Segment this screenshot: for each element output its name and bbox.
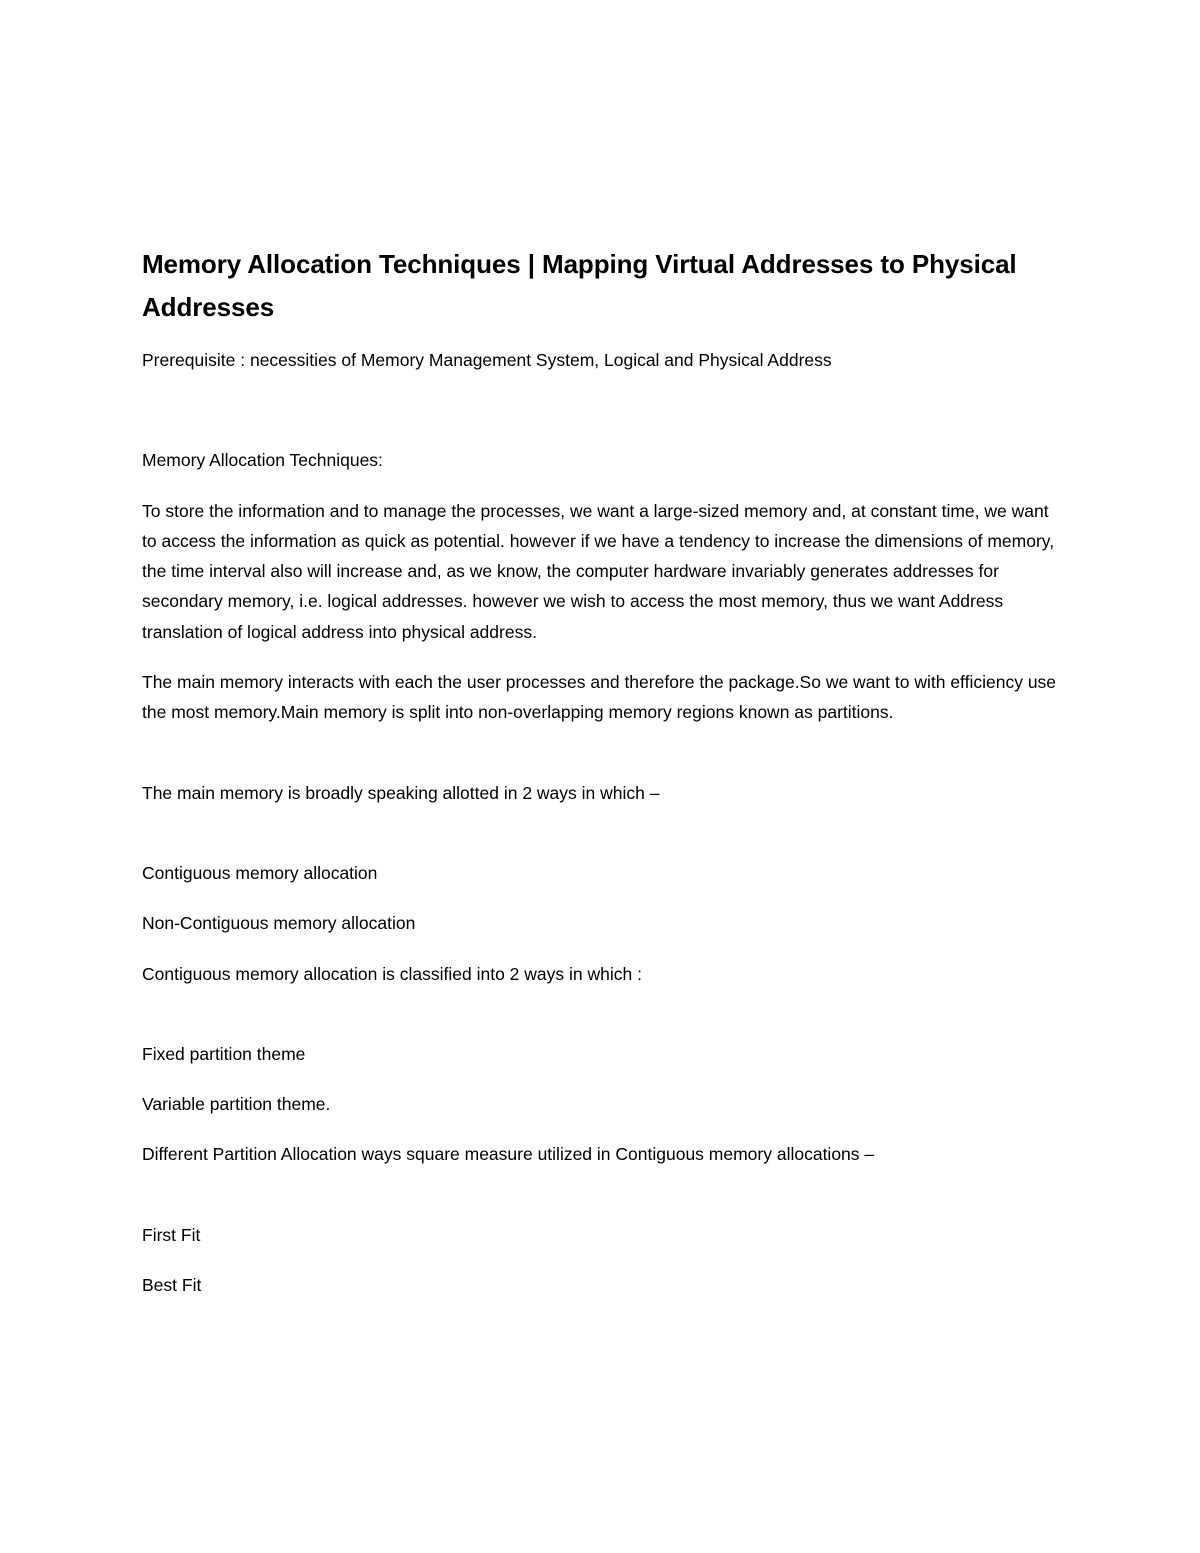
prerequisite-line: Prerequisite : necessities of Memory Management System, Logical and Physical Address — [142, 350, 832, 370]
spacer — [142, 888, 1062, 908]
paragraph-address-translation: To store the information and to manage the processes, we want a large-sized memory and, at constant time, we want to access the information as quick as potential. however if we have a tendency to increase the dimensions of memory, the time interval also will increase and, as we know, the computer hardware invariably generates addresses for secondary memory, i.e. logical addresses. however we wish to access the most memory, thus we want Address translation of logical address into physical address. — [142, 500, 1055, 642]
spacer — [142, 329, 1062, 345]
partition-ways: Different Partition Allocation ways square measure utilized in Contiguous memory allocations – — [142, 1144, 875, 1165]
contiguous-classified: Contiguous memory allocation is classified into 2 ways in which : — [142, 963, 642, 984]
paragraph-main-memory: The main memory interacts with each the user processes and therefore the package.So we want to with efficiency use the most memory.Main memory is split into non-overlapping memory regions known as partitions. — [142, 672, 1057, 723]
spacer — [142, 939, 1062, 959]
spacer — [142, 647, 1062, 667]
spacer — [142, 375, 1062, 445]
spacer — [142, 728, 1062, 778]
list-item-fixed-partition: Fixed partition theme — [142, 1043, 306, 1064]
spacer — [142, 1119, 1062, 1139]
ways-intro: The main memory is broadly speaking allotted in 2 ways in which – — [142, 782, 660, 803]
list-item-contiguous: Contiguous memory allocation — [142, 862, 378, 883]
list-item-variable-partition: Variable partition theme. — [142, 1094, 331, 1115]
spacer — [142, 1250, 1062, 1270]
spacer — [142, 476, 1062, 496]
document-title: Memory Allocation Techniques | Mapping Virtual Addresses to Physical Addresses — [142, 249, 1017, 322]
spacer — [142, 1170, 1062, 1220]
document-body — [142, 243, 1062, 1300]
list-item-best-fit: Best Fit — [142, 1275, 202, 1296]
section-heading: Memory Allocation Techniques: — [142, 450, 383, 471]
list-item-non-contiguous: Non-Contiguous memory allocation — [142, 913, 416, 934]
list-item-first-fit: First Fit — [142, 1224, 201, 1245]
spacer — [142, 989, 1062, 1039]
spacer — [142, 1069, 1062, 1089]
spacer — [142, 808, 1062, 858]
